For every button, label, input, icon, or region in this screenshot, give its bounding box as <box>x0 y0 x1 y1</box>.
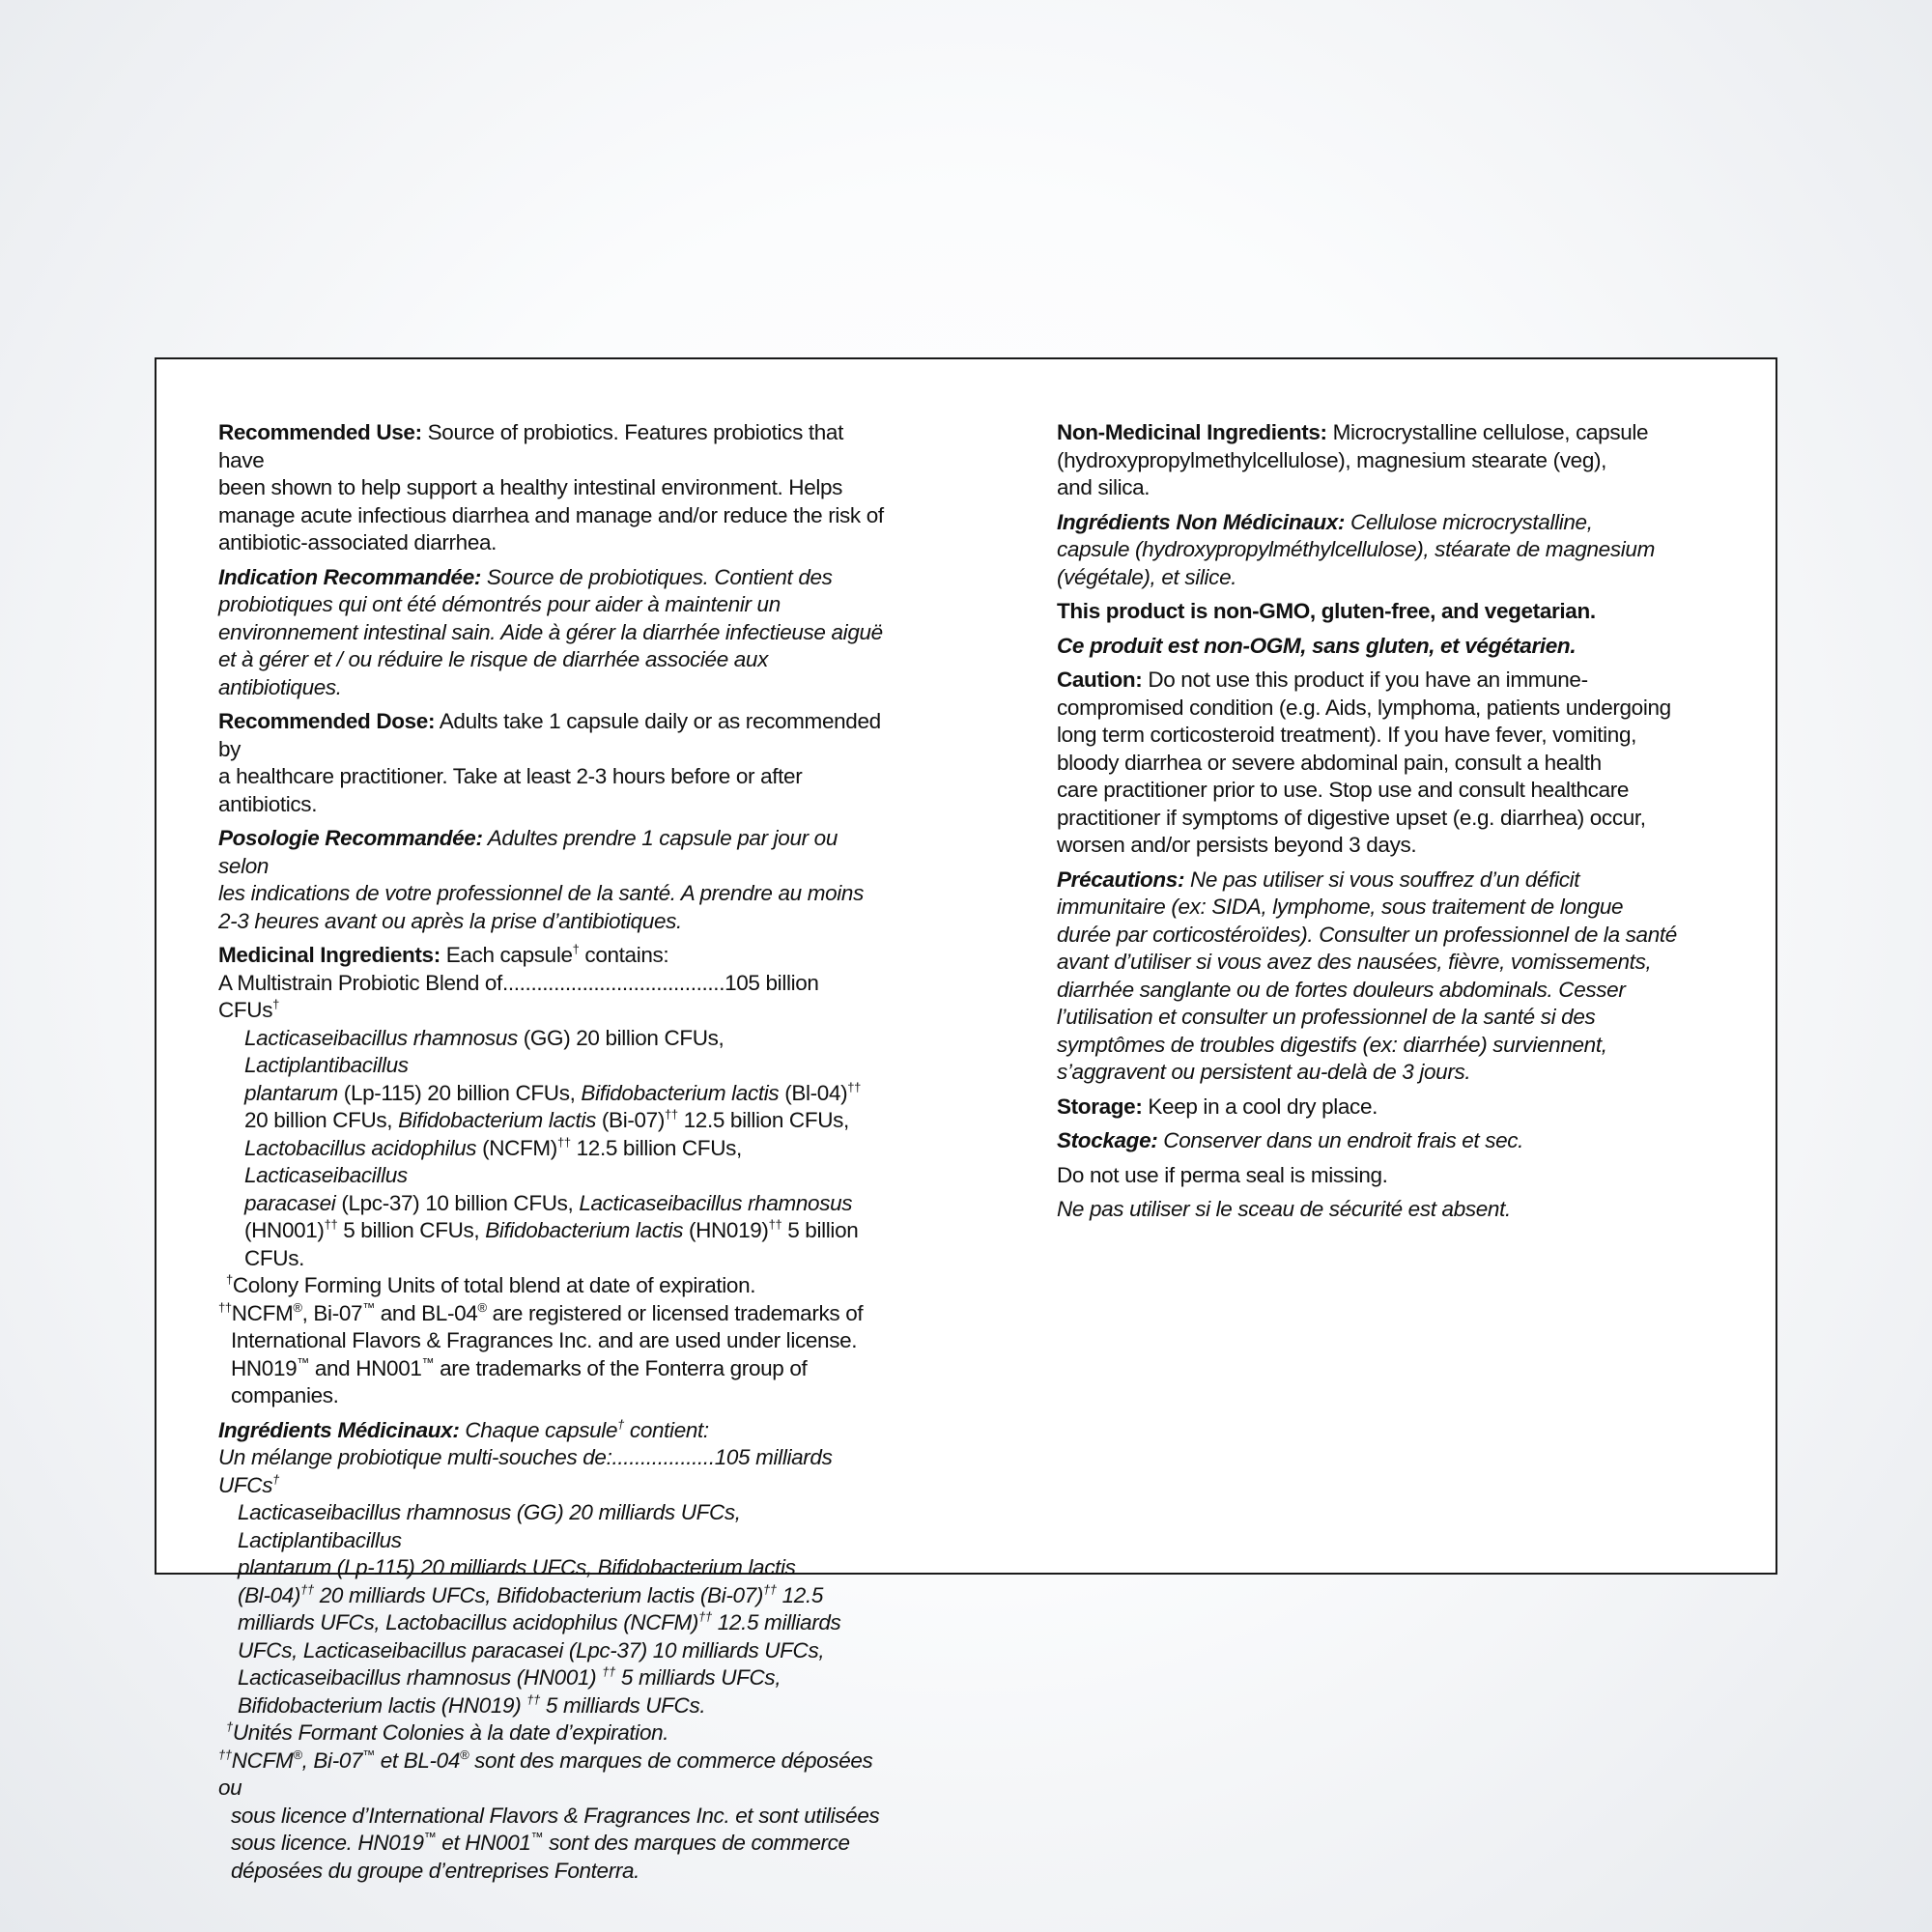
seal-warning-fr: Ne pas utiliser si le sceau de sécurité est absent. <box>1057 1197 1511 1221</box>
recommended-dose: Recommended Dose: Adults take 1 capsule daily or as recommended by a healthcare practitioner. Take at least 2-3 hours before or after antibiotics. <box>218 709 881 816</box>
seal-warning: Do not use if perma seal is missing. <box>1057 1162 1388 1187</box>
non-medicinal-ingredients: Non-Medicinal Ingredients: Microcrystalline cellulose, capsule (hydroxypropylmethylcellulose), magnesium stearate (veg), and silica. <box>1057 420 1649 499</box>
medicinal-ingredients-label: Medicinal Ingredients: <box>218 943 440 967</box>
storage-label: Storage: <box>1057 1094 1143 1119</box>
recommended-use: Recommended Use: Source of probiotics. Features probiotics that have been shown to help support a healthy intestinal environment. Helps manage acute infectious diarrhea and manage and/or reduce the risk of antibiotic-associated diarrhea. <box>218 420 884 554</box>
left-column <box>218 419 885 1891</box>
blend-line: A Multistrain Probiotic Blend of.......................................105 billion CFUs† <box>218 970 819 1022</box>
recommended-dose-label: Recommended Dose: <box>218 709 436 733</box>
footnote-trademarks: ††NCFM®, Bi-07™ and BL-04® are registered or licensed trademarks of <box>218 1299 864 1325</box>
non-ogm-statement: Ce produit est non-OGM, sans gluten, et végétarien. <box>1057 633 1577 658</box>
caution-label: Caution: <box>1057 668 1143 692</box>
ingredients-non-medicinaux-label: Ingrédients Non Médicinaux: <box>1057 509 1346 534</box>
recommended-use-label: Recommended Use: <box>218 420 422 444</box>
right-column <box>1057 419 1733 1231</box>
footnote-cfu: †Colony Forming Units of total blend at date of expiration. <box>226 1272 756 1297</box>
precautions: Précautions: Ne pas utiliser si vous souffrez d’un déficit immunitaire (ex: SIDA, lymphome, sous traitement de longue durée par corticostéroïdes). Consulter un professionnel de la santé avant d’utiliser si vous avez des nausées, fièvre, vomissements, diarrhée sanglante ou de fortes douleurs abdominals. Cesser l’utilisation et consulter un professionnel de la santé si des symptômes de troubles digestifs (ex: diarrhée) surviennent, s’aggravent ou persistent au-delà de 3 jours. <box>1057 867 1677 1084</box>
medicinal-ingredients: Medicinal Ingredients: Each capsule† contains: A Multistrain Probiotic Blend of.......................................105 billion CFUs† Lacticaseibacillus rhamnosus (GG) 20 billion CFUs, Lactiplantibacillus plantarum (Lp-115) 20 billion CFUs, Bifidobacterium lactis (Bl-04)†† 20 billion CFUs, Bifidobacterium lactis (Bi-07)†† 12.5 billion CFUs, Lactobacillus acidophilus (NCFM)†† 12.5 billion CFUs, Lacticaseibacillus paracasei (Lpc-37) 10 billion CFUs, Lacticaseibacillus rhamnosus (HN001)†† 5 billion CFUs, Bifidobacterium lactis (HN019)†† 5 billion CFUs. †Colony Forming Units of total blend at date of expiration. ††NCFM®, Bi-07™ and BL-04® are registered or licensed trademarks of International Flavors & Fragrances Inc. and are used under license. HN019™ and HN001™ are trademarks of the Fonterra group of companies. <box>218 942 885 1410</box>
posologie-label: Posologie Recommandée: <box>218 826 483 850</box>
ingredients-non-medicinaux: Ingrédients Non Médicinaux: Cellulose microcrystalline, capsule (hydroxypropylméthylcellulose), stéarate de magnesium (végétale), et silice. <box>1057 509 1655 589</box>
indication-label: Indication Recommandée: <box>218 564 482 589</box>
indication-recommandee: Indication Recommandée: Source de probiotiques. Contient des probiotiques qui ont été démontrés pour aider à maintenir un environnement intestinal sain. Aide à gérer la diarrhée infectieuse aiguë et à gérer et / ou réduire le risque de diarrhée associée aux antibiotiques. <box>218 564 883 699</box>
stockage-label: Stockage: <box>1057 1128 1158 1152</box>
ingredients-medicinaux-label: Ingrédients Médicinaux: <box>218 1417 460 1442</box>
non-gmo-statement: This product is non-GMO, gluten-free, and vegetarian. <box>1057 599 1596 623</box>
storage: Storage: Keep in a cool dry place. <box>1057 1094 1378 1119</box>
stockage: Stockage: Conserver dans un endroit frais et sec. <box>1057 1128 1524 1152</box>
label-panel <box>155 357 1777 1883</box>
posologie-recommandee: Posologie Recommandée: Adultes prendre 1 capsule par jour ou selon les indications de votre professionnel de la santé. A prendre au moins 2-3 heures avant ou après la prise d’antibiotiques. <box>218 826 864 933</box>
ingredients-medicinaux: Ingrédients Médicinaux: Chaque capsule† contient: Un mélange probiotique multi-souches de:..................105 milliards UFCs† Lacticaseibacillus rhamnosus (GG) 20 milliards UFCs, Lactiplantibacillus plantarum (Lp-115) 20 milliards UFCs, Bifidobacterium lactis (Bl-04)†† 20 milliards UFCs, Bifidobacterium lactis (Bi-07)†† 12.5 milliards UFCs, Lactobacillus acidophilus (NCFM)†† 12.5 milliards UFCs, Lacticaseibacillus paracasei (Lpc-37) 10 milliards UFCs, Lacticaseibacillus rhamnosus (HN001) †† 5 milliards UFCs, Bifidobacterium lactis (HN019) †† 5 milliards UFCs. †Unités Formant Colonies à la date d’expiration. ††NCFM®, Bi-07™ et BL-04® sont des marques de commerce déposées ou sous licence d’International Flavors & Fragrances Inc. et sont utilisées sous licence. HN019™ et HN001™ sont des marques de commerce déposées du groupe d’entreprises Fonterra. <box>218 1416 880 1883</box>
precautions-label: Précautions: <box>1057 867 1185 892</box>
caution: Caution: Do not use this product if you have an immune- compromised condition (e.g. Aids, lymphoma, patients undergoing long term corticosteroid treatment). If you have fever, vomiting, bloody diarrhea or severe abdominal pain, consult a health care practitioner prior to use. Stop use and consult healthcare practitioner if symptoms of digestive upset (e.g. diarrhea) occur, worsen and/or persists beyond 3 days. <box>1057 668 1671 857</box>
non-medicinal-label: Non-Medicinal Ingredients: <box>1057 420 1327 444</box>
